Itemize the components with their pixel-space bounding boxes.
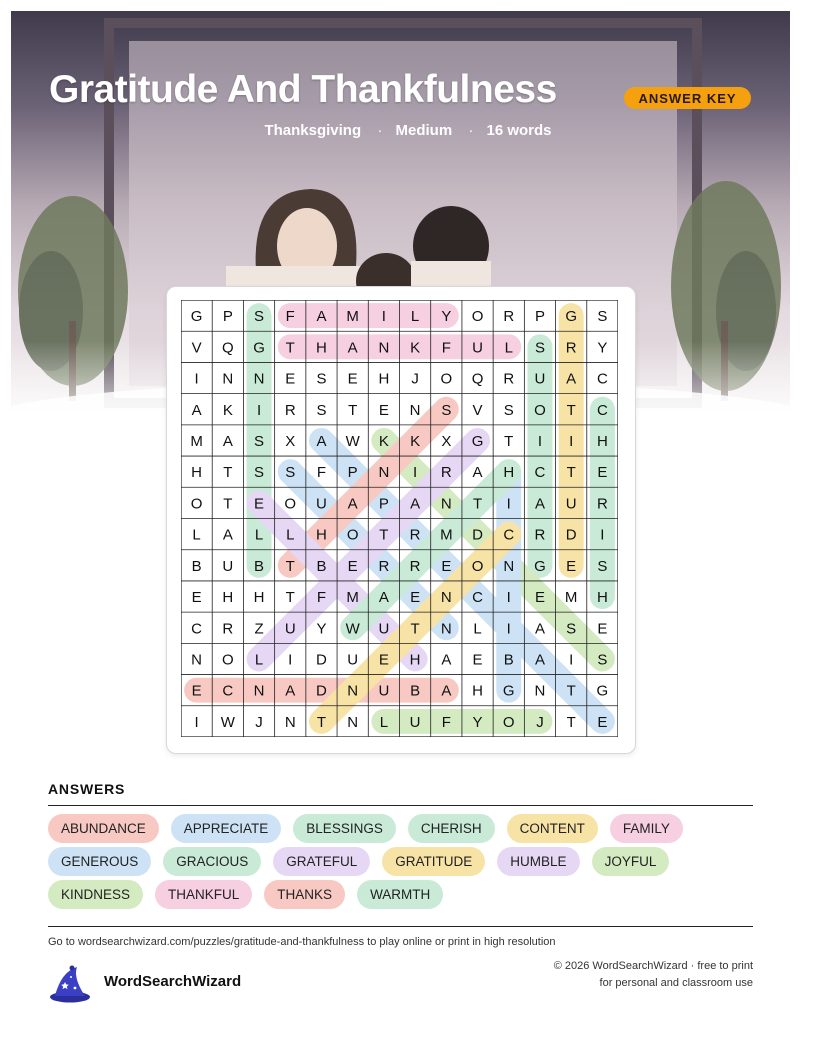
grid-letter: I xyxy=(256,401,262,419)
grid-letter: Y xyxy=(472,713,483,731)
grid-letter: L xyxy=(379,713,389,731)
difficulty-label: Medium xyxy=(395,122,453,139)
grid-letter: T xyxy=(316,713,327,731)
grid-letter: R xyxy=(503,370,515,388)
grid-letter: F xyxy=(441,339,451,357)
grid-letter: T xyxy=(285,589,295,607)
grid-letter: M xyxy=(346,308,359,326)
grid-letter: I xyxy=(194,713,199,731)
grid-letter: T xyxy=(504,432,514,450)
grid-letter: I xyxy=(194,370,199,388)
answer-pill: FAMILY xyxy=(610,814,683,843)
answer-pill: GENEROUS xyxy=(48,847,151,876)
answer-pill: KINDNESS xyxy=(48,880,143,909)
grid-letter: J xyxy=(411,370,419,388)
grid-letter: S xyxy=(597,308,608,326)
grid-letter: A xyxy=(316,432,327,450)
grid-letter: O xyxy=(284,495,297,513)
footer-link-text[interactable]: Go to wordsearchwizard.com/puzzles/gratitude-and-thankfulness to play online or print in high resolution xyxy=(48,936,556,948)
grid-letter: E xyxy=(254,495,265,513)
grid-letter: S xyxy=(316,401,327,419)
meta-separator: · xyxy=(377,122,383,139)
grid-letter: J xyxy=(536,713,544,731)
grid-letter: E xyxy=(378,401,389,419)
grid-letter: G xyxy=(471,432,484,450)
answer-pill: THANKFUL xyxy=(155,880,252,909)
grid-letter: Y xyxy=(316,620,327,638)
grid-letter: L xyxy=(473,620,482,638)
grid-letter: T xyxy=(472,495,483,513)
grid-letter: G xyxy=(534,557,546,575)
answer-pill: HUMBLE xyxy=(497,847,579,876)
grid-letter: B xyxy=(503,651,514,669)
grid-letter: G xyxy=(565,308,578,326)
grid-letter: Z xyxy=(254,620,264,638)
grid-letter: S xyxy=(254,464,265,482)
grid-letter: O xyxy=(534,401,546,419)
grid-letter: H xyxy=(503,464,515,482)
grid-letter: N xyxy=(253,682,265,700)
answer-pill: ABUNDANCE xyxy=(48,814,159,843)
grid-letter: T xyxy=(223,464,233,482)
answer-pill: WARMTH xyxy=(357,880,443,909)
grid-letter: N xyxy=(284,713,296,731)
grid-letter: A xyxy=(534,495,545,513)
grid-letter: V xyxy=(191,339,202,357)
grid-letter: P xyxy=(378,495,389,513)
grid-letter: S xyxy=(441,401,452,419)
grid-letter: S xyxy=(566,620,577,638)
meta-separator: · xyxy=(468,122,474,139)
grid-letter: S xyxy=(316,370,327,388)
grid-letter: N xyxy=(440,495,452,513)
grid-letter: E xyxy=(378,651,389,669)
grid-letter: G xyxy=(596,682,609,700)
grid-letter: U xyxy=(565,495,577,513)
grid-letter: O xyxy=(471,308,484,326)
grid-letter: K xyxy=(222,401,233,419)
grid-letter: S xyxy=(597,651,608,669)
grid-letter: A xyxy=(347,339,358,357)
grid-letter: K xyxy=(378,432,389,450)
grid-letter: E xyxy=(410,589,421,607)
grid-letter: M xyxy=(346,589,359,607)
grid-letter: R xyxy=(378,557,390,575)
grid-letter: U xyxy=(472,339,483,357)
grid-letter: Y xyxy=(441,308,452,326)
grid-letter: E xyxy=(597,713,608,731)
grid-letter: N xyxy=(378,464,390,482)
grid-letter: A xyxy=(441,682,452,700)
grid-letter: H xyxy=(191,464,203,482)
answer-pill: GRACIOUS xyxy=(163,847,261,876)
grid-letter: D xyxy=(316,682,327,700)
grid-letter: Q xyxy=(471,370,484,388)
grid-letter: E xyxy=(191,682,202,700)
grid-letter: U xyxy=(316,495,327,513)
grid-letter: O xyxy=(471,557,484,575)
grid-letter: G xyxy=(190,308,203,326)
grid-letter: F xyxy=(316,464,327,482)
grid-letter: I xyxy=(569,432,574,450)
grid-letter: L xyxy=(254,651,264,669)
grid-letter: G xyxy=(253,339,265,357)
grid-letter: N xyxy=(440,589,452,607)
grid-letter: D xyxy=(565,526,577,544)
answer-pill: GRATITUDE xyxy=(382,847,485,876)
grid-letter: V xyxy=(472,401,483,419)
grid-letter: E xyxy=(566,557,577,575)
grid-letter: C xyxy=(534,464,546,482)
grid-letter: E xyxy=(285,370,296,388)
grid-letter: X xyxy=(285,432,296,450)
grid-letter: H xyxy=(596,589,608,607)
grid-letter: B xyxy=(316,557,327,575)
grid-letter: A xyxy=(316,308,327,326)
grid-letter: K xyxy=(410,339,421,357)
grid-letter: O xyxy=(346,526,359,544)
grid-letter: L xyxy=(192,526,201,544)
grid-letter: B xyxy=(254,557,265,575)
grid-letter: N xyxy=(222,370,234,388)
grid-letter: C xyxy=(596,401,608,419)
grid-letter: C xyxy=(191,620,203,638)
grid-letter: W xyxy=(220,713,235,731)
grid-letter: U xyxy=(409,713,421,731)
grid-letter: E xyxy=(347,557,358,575)
grid-letter: H xyxy=(222,589,234,607)
grid-letter: R xyxy=(222,620,234,638)
grid-letter: T xyxy=(379,526,389,544)
grid-letter: X xyxy=(441,432,452,450)
grid-letter: R xyxy=(440,464,452,482)
grid-letter: M xyxy=(440,526,453,544)
grid-letter: A xyxy=(472,464,483,482)
grid-letter: U xyxy=(378,620,390,638)
brand-name: WordSearchWizard xyxy=(104,973,242,990)
category-label: Thanksgiving xyxy=(264,122,362,139)
grid-letter: N xyxy=(191,651,203,669)
answers-divider xyxy=(48,805,753,806)
grid-letter: A xyxy=(222,526,233,544)
grid-letter: Q xyxy=(221,339,234,357)
wizard-hat-icon xyxy=(47,964,93,1004)
grid-letter: U xyxy=(378,682,390,700)
grid-letter: R xyxy=(284,401,296,419)
grid-letter: O xyxy=(440,370,453,388)
grid-letter: P xyxy=(534,308,545,326)
grid-letter: H xyxy=(378,370,390,388)
copyright-text: © 2026 WordSearchWizard · free to print for personal and classroom use xyxy=(553,960,753,989)
grid-letter: F xyxy=(316,589,327,607)
answer-key-badge: ANSWER KEY xyxy=(624,87,751,109)
grid-letter: K xyxy=(410,432,421,450)
grid-letter: A xyxy=(534,620,545,638)
word-count-label: 16 words xyxy=(486,122,552,139)
grid-letter: P xyxy=(222,308,233,326)
grid-letter: U xyxy=(534,370,546,388)
grid-letter: B xyxy=(191,557,202,575)
grid-letter: N xyxy=(534,682,546,700)
grid-letter: U xyxy=(284,620,296,638)
grid-letter: D xyxy=(472,526,483,544)
grid-letter: C xyxy=(596,370,608,388)
grid-letter: U xyxy=(347,651,359,669)
puzzle-meta xyxy=(0,122,816,139)
grid-letter: S xyxy=(503,401,514,419)
answer-pill: THANKS xyxy=(264,880,345,909)
grid-letter: H xyxy=(409,651,421,669)
grid-letter: E xyxy=(534,589,545,607)
grid-letter: S xyxy=(254,432,265,450)
grid-letter: H xyxy=(472,682,483,700)
answer-pill: GRATEFUL xyxy=(273,847,370,876)
grid-letter: T xyxy=(285,339,295,357)
grid-letter: A xyxy=(347,495,358,513)
footer-divider xyxy=(48,926,753,927)
grid-letter: S xyxy=(534,339,545,357)
answer-pill: CONTENT xyxy=(507,814,598,843)
grid-letter: T xyxy=(566,682,576,700)
grid-letter: O xyxy=(190,495,203,513)
grid-letter: M xyxy=(190,432,203,450)
grid-letter: U xyxy=(222,557,234,575)
grid-letter: T xyxy=(223,495,233,513)
grid-letter: R xyxy=(503,308,515,326)
grid-letter: A xyxy=(378,589,389,607)
grid-letter: A xyxy=(191,401,202,419)
grid-letter: A xyxy=(222,432,233,450)
grid-letter: F xyxy=(285,308,295,326)
grid-letter: L xyxy=(286,526,295,544)
grid-letter: N xyxy=(378,339,390,357)
grid-letter: H xyxy=(596,432,608,450)
grid-letter: E xyxy=(191,589,202,607)
page-title: Gratitude And Thankfulness xyxy=(49,68,557,111)
grid-letter: L xyxy=(504,339,513,357)
grid-letter: T xyxy=(348,401,358,419)
grid-letter: I xyxy=(537,432,543,450)
grid-letter: N xyxy=(347,682,359,700)
grid-letter: C xyxy=(222,682,234,700)
grid-letter: I xyxy=(381,308,386,326)
grid-letter: R xyxy=(409,557,421,575)
grid-letter: O xyxy=(221,651,234,669)
grid-letter: T xyxy=(566,401,576,419)
grid-letter: A xyxy=(441,651,452,669)
grid-letter: S xyxy=(597,557,608,575)
grid-letter: O xyxy=(502,713,515,731)
grid-letter: C xyxy=(472,589,483,607)
grid-letter: T xyxy=(566,713,576,731)
grid-letter: S xyxy=(285,464,296,482)
grid-letter: E xyxy=(347,370,358,388)
grid-letter: E xyxy=(472,651,483,669)
grid-letter: R xyxy=(534,526,546,544)
grid-letter: I xyxy=(413,464,418,482)
grid-letter: B xyxy=(410,682,421,700)
grid-letter: H xyxy=(316,526,327,544)
grid-letter: F xyxy=(441,713,451,731)
grid-letter: S xyxy=(254,308,265,326)
grid-letter: N xyxy=(503,557,515,575)
grid-letter: I xyxy=(506,589,511,607)
grid-letter: N xyxy=(347,713,359,731)
grid-letter: W xyxy=(345,432,360,450)
grid-letter: I xyxy=(600,526,605,544)
grid-letter: L xyxy=(410,308,420,326)
answer-pill: APPRECIATE xyxy=(171,814,282,843)
grid-letter: G xyxy=(502,682,515,700)
grid-letter: I xyxy=(569,651,574,669)
grid-letter: I xyxy=(506,495,511,513)
grid-letter: A xyxy=(566,370,577,388)
grid-letter: P xyxy=(347,464,358,482)
grid-letter: E xyxy=(597,620,608,638)
grid-letter: E xyxy=(441,557,452,575)
word-search-grid xyxy=(181,300,618,737)
grid-letter: D xyxy=(316,651,327,669)
grid-letter: H xyxy=(316,339,327,357)
answer-pill: CHERISH xyxy=(408,814,495,843)
grid-letter: T xyxy=(566,464,576,482)
grid-letter: A xyxy=(285,682,296,700)
answers-list xyxy=(48,814,768,913)
grid-letter: E xyxy=(597,464,608,482)
grid-letter: H xyxy=(253,589,265,607)
grid-letter: A xyxy=(534,651,545,669)
grid-letter: R xyxy=(565,339,577,357)
answer-pill: BLESSINGS xyxy=(293,814,396,843)
grid-letter: W xyxy=(345,620,360,638)
grid-letter: Y xyxy=(597,339,608,357)
grid-letter: T xyxy=(410,620,420,638)
grid-letter: N xyxy=(253,370,265,388)
grid-letter: A xyxy=(410,495,421,513)
grid-letter: R xyxy=(409,526,421,544)
grid-letter: I xyxy=(506,620,511,638)
grid-letter: C xyxy=(503,526,515,544)
grid-letter: M xyxy=(564,589,578,607)
grid-letter: J xyxy=(255,713,263,731)
grid-letter: T xyxy=(285,557,295,575)
grid-letter: I xyxy=(288,651,293,669)
grid-letter: N xyxy=(409,401,421,419)
grid-letter: R xyxy=(596,495,608,513)
grid-letter: N xyxy=(440,620,452,638)
answer-pill: JOYFUL xyxy=(592,847,670,876)
grid-letter: L xyxy=(254,526,264,544)
answers-heading: ANSWERS xyxy=(48,781,126,797)
